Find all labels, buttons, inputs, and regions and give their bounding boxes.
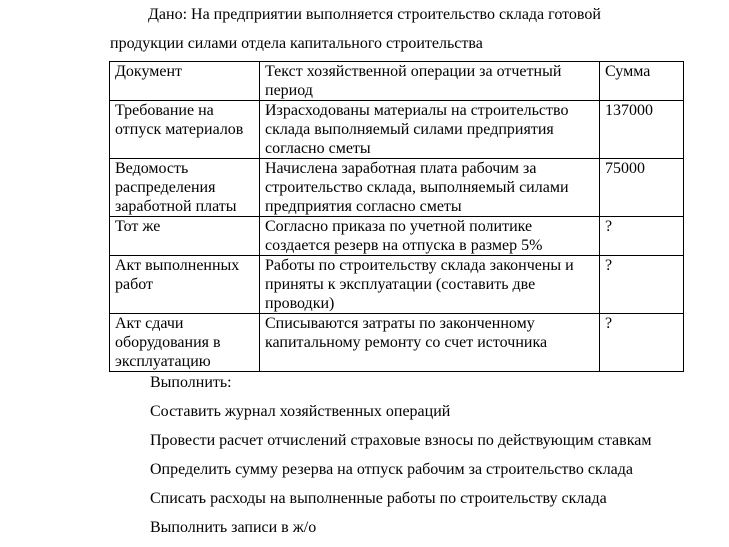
list-item: Списать расходы на выполненные работы по строительству склада [150, 490, 607, 507]
operations-table [109, 61, 684, 372]
cell-amount: 75000 [600, 159, 684, 217]
table-row [110, 314, 684, 372]
cell-document: Тот же [110, 217, 260, 256]
tasks-heading: Выполнить: [150, 374, 232, 391]
cell-document: Акт сдачи оборудования в эксплуатацию [110, 314, 260, 372]
header-amount: Сумма [600, 62, 684, 101]
cell-amount: ? [600, 217, 684, 256]
header-operation-text: Текст хозяйственной операции за отчетный период [260, 62, 600, 101]
header-document: Документ [110, 62, 260, 101]
intro-line-2: продукции силами отдела капитального строительства [110, 35, 483, 52]
cell-amount: ? [600, 314, 684, 372]
cell-operation-text: Израсходованы материалы на строительство склада выполняемый силами предприятия согласно сметы [260, 101, 600, 159]
list-item: Провести расчет отчислений страховые взносы по действующим ставкам [150, 432, 652, 449]
cell-document: Ведомость распределения заработной платы [110, 159, 260, 217]
cell-operation-text: Работы по строительству склада закончены и приняты к эксплуатации (составить две проводки) [260, 256, 600, 314]
cell-amount: ? [600, 256, 684, 314]
cell-operation-text: Списываются затраты по законченному капитальному ремонту со счет источника [260, 314, 600, 372]
table-row [110, 217, 684, 256]
intro-line-1: Дано: На предприятии выполняется строительство склада готовой [148, 6, 601, 23]
table-row [110, 101, 684, 159]
table-row [110, 159, 684, 217]
table-row [110, 256, 684, 314]
list-item: Составить журнал хозяйственных операций [150, 403, 451, 420]
cell-amount: 137000 [600, 101, 684, 159]
cell-document: Акт выполненных работ [110, 256, 260, 314]
cell-operation-text: Согласно приказа по учетной политике создается резерв на отпуска в размер 5% [260, 217, 600, 256]
cell-document: Требование на отпуск материалов [110, 101, 260, 159]
list-item: Определить сумму резерва на отпуск рабочим за строительство склада [150, 461, 634, 478]
tasks-section [150, 373, 651, 547]
tasks-list [150, 402, 651, 547]
cell-operation-text: Начислена заработная плата рабочим за строительство склада, выполняемый силами предприятия согласно сметы [260, 159, 600, 217]
list-item: Выполнить записи в ж/о [150, 519, 317, 536]
table-header-row [110, 62, 684, 101]
